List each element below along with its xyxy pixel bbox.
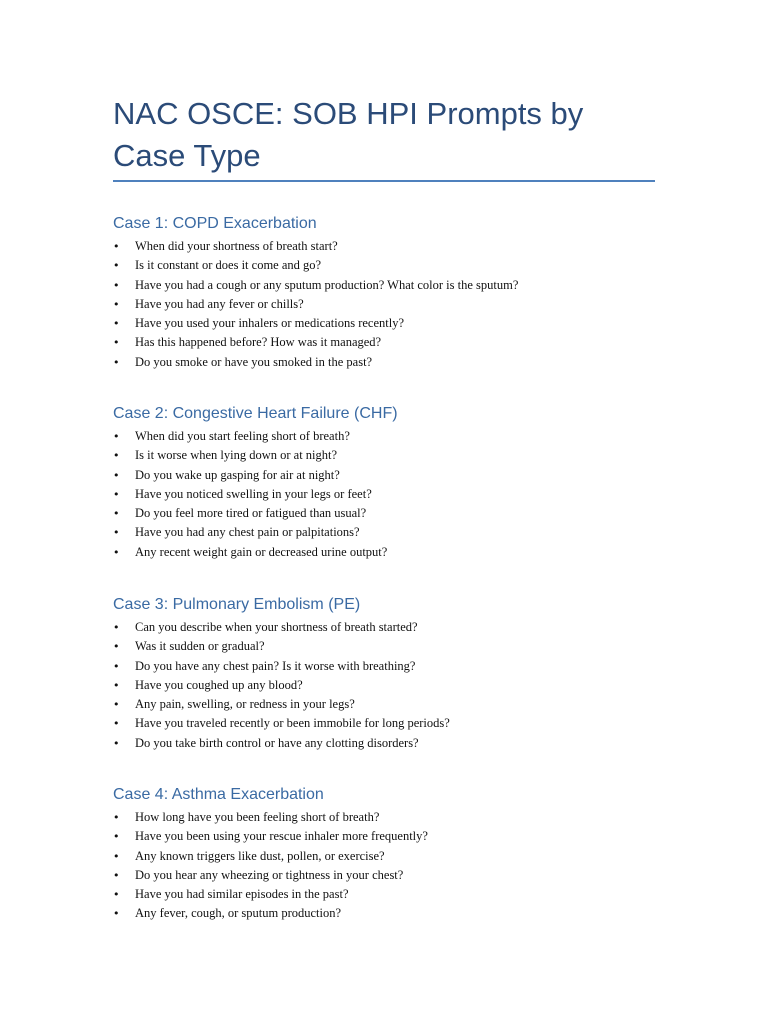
question-text: Has this happened before? How was it managed? [135,335,382,350]
question-text: Have you noticed swelling in your legs or feet? [135,486,372,501]
bullet-icon: • [113,888,120,902]
bullet-icon: • [113,811,120,824]
question-text: Have you had any chest pain or palpitations? [135,525,360,540]
list-item [113,543,655,562]
section-heading: Case 1: COPD Exacerbation [113,215,317,232]
section-heading: Case 4: Asthma Exacerbation [113,786,324,803]
bullet-icon: • [113,336,120,350]
question-list [113,618,655,753]
list-item [113,904,655,923]
list-item [113,808,655,827]
question-text: How long have you been feeling short of breath? [135,810,380,824]
list-item [113,885,655,904]
list-item [113,676,655,695]
question-text: Any fever, cough, or sputum production? [135,906,342,921]
question-text: Have you used your inhalers or medications recently? [135,316,405,331]
question-text: Can you describe when your shortness of breath started? [135,620,418,634]
case-section [113,213,655,372]
question-text: Do you feel more tired or fatigued than usual? [135,506,367,521]
list-item [113,276,655,295]
list-item [113,734,655,753]
case-section [113,784,655,924]
bullet-icon: • [113,259,120,273]
list-item [113,446,655,465]
bullet-icon: • [113,449,120,463]
list-item [113,827,655,846]
question-text: Have you had similar episodes in the past? [135,887,349,902]
question-text: When did your shortness of breath start? [135,239,338,253]
bullet-icon: • [113,430,120,443]
question-list [113,427,655,562]
bullet-icon: • [113,468,120,482]
question-text: Do you wake up gasping for air at night? [135,467,340,482]
question-text: Have you coughed up any blood? [135,677,303,692]
bullet-icon: • [113,736,120,750]
case-section [113,594,655,753]
section-heading: Case 2: Congestive Heart Failure (CHF) [113,405,398,422]
list-item [113,523,655,542]
bullet-icon: • [113,526,120,540]
question-text: Do you hear any wheezing or tightness in your chest? [135,867,404,882]
case-section [113,403,655,562]
question-text: Have you been using your rescue inhaler more frequently? [135,829,428,844]
list-item [113,714,655,733]
question-text: Do you have any chest pain? Is it worse with breathing? [135,658,416,673]
question-text: Is it constant or does it come and go? [135,258,322,273]
question-text: Have you traveled recently or been immobile for long periods? [135,716,450,731]
bullet-icon: • [113,507,120,521]
list-item [113,618,655,637]
bullet-icon: • [113,849,120,863]
list-item [113,333,655,352]
list-item [113,353,655,372]
section-heading: Case 3: Pulmonary Embolism (PE) [113,596,361,613]
bullet-icon: • [113,907,120,921]
list-item [113,427,655,446]
list-item [113,256,655,275]
list-item [113,866,655,885]
list-item [113,657,655,676]
question-text: Do you take birth control or have any clotting disorders? [135,735,419,750]
bullet-icon: • [113,621,120,634]
bullet-icon: • [113,717,120,731]
list-item [113,237,655,256]
bullet-icon: • [113,317,120,331]
list-item [113,504,655,523]
question-text: Was it sudden or gradual? [135,639,265,654]
bullet-icon: • [113,640,120,654]
bullet-icon: • [113,698,120,712]
bullet-icon: • [113,278,120,292]
list-item [113,466,655,485]
bullet-icon: • [113,868,120,882]
list-item [113,485,655,504]
bullet-icon: • [113,240,120,253]
list-item [113,637,655,656]
question-list [113,808,655,924]
title-underline [113,180,655,182]
bullet-icon: • [113,678,120,692]
question-text: Have you had a cough or any sputum production? What color is the sputum? [135,277,519,292]
question-text: Any pain, swelling, or redness in your legs? [135,697,355,712]
question-text: Do you smoke or have you smoked in the past? [135,354,373,369]
question-text: Have you had any fever or chills? [135,296,304,311]
question-list [113,237,655,372]
question-text: When did you start feeling short of breath? [135,429,350,443]
bullet-icon: • [113,487,120,501]
question-text: Any known triggers like dust, pollen, or exercise? [135,848,385,863]
list-item [113,314,655,333]
list-item [113,695,655,714]
list-item [113,295,655,314]
page-title: NAC OSCE: SOB HPI Prompts by Case Type [113,96,584,173]
bullet-icon: • [113,297,120,311]
bullet-icon: • [113,355,120,369]
question-text: Any recent weight gain or decreased urine output? [135,544,388,559]
question-text: Is it worse when lying down or at night? [135,448,338,463]
bullet-icon: • [113,659,120,673]
bullet-icon: • [113,830,120,844]
bullet-icon: • [113,545,120,559]
list-item [113,847,655,866]
